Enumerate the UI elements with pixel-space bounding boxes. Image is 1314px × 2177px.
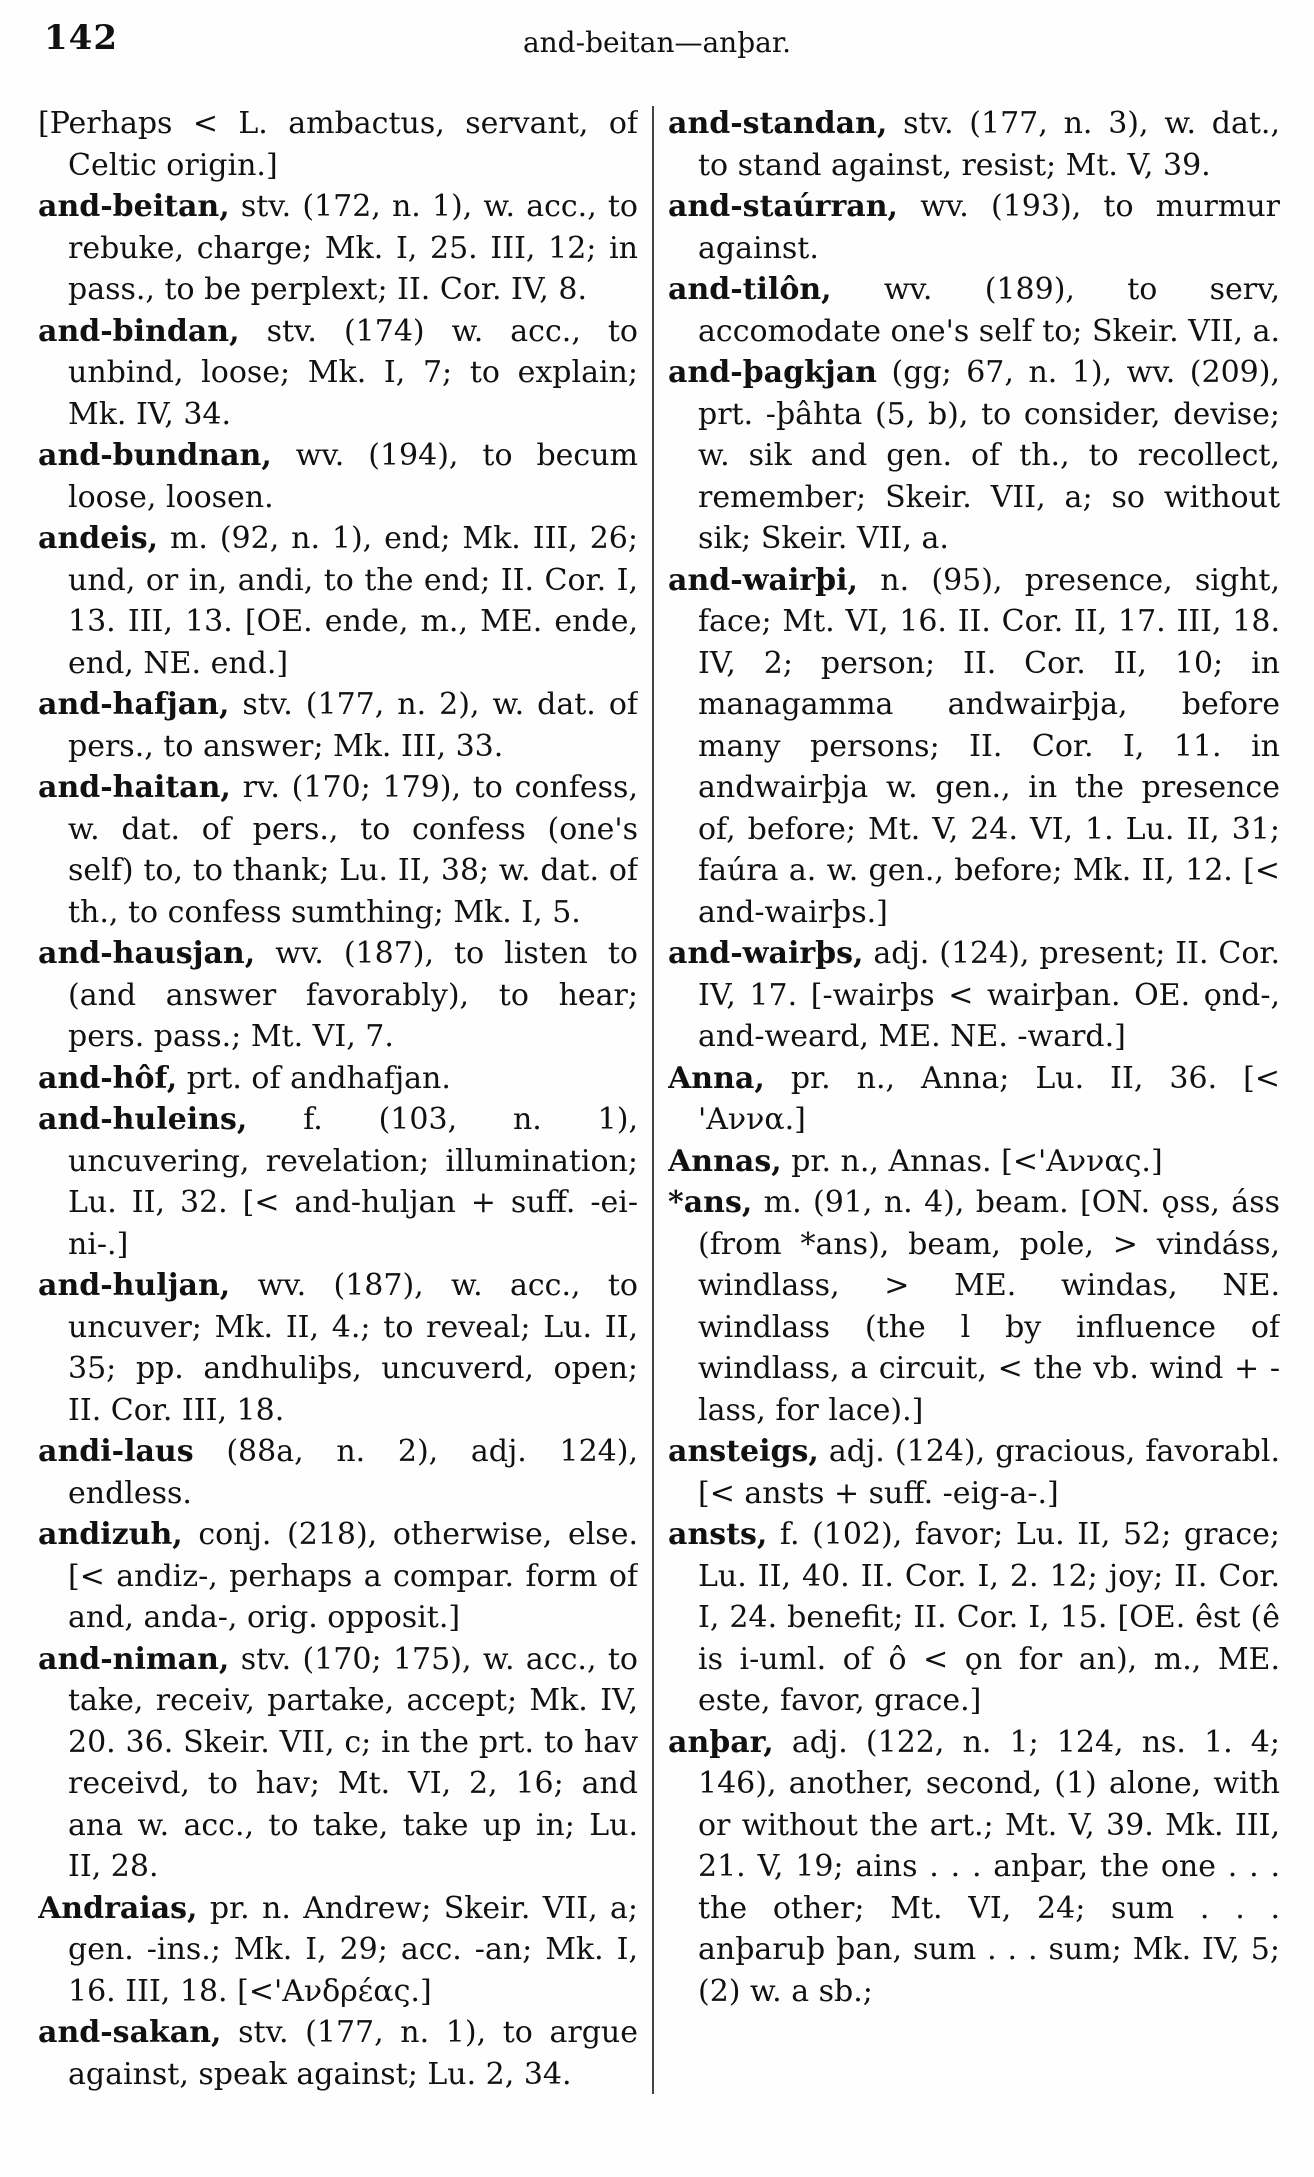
entry-headword: ansts, <box>668 1517 768 1552</box>
dictionary-entry <box>38 186 638 311</box>
entry-headword: and-bundnan, <box>38 438 272 473</box>
dictionary-entry <box>668 352 1280 560</box>
entry-headword: and-huljan, <box>38 1268 231 1303</box>
dictionary-entry <box>38 1514 638 1639</box>
entry-headword: anþar, <box>668 1724 774 1760</box>
dictionary-entry <box>38 933 638 1058</box>
entry-headword: and-wairþs, <box>668 936 864 971</box>
entry-text: stv. (174) w. acc., to unbind, loose; Mk. I, 7; to explain; Mk. IV, 34. <box>68 313 638 432</box>
entry-text: (gg; 67, n. 1), wv. (209), prt. -þâhta (5, b), to consider, devise; w. sik and gen. of th., to recollect, remember; Skeir. VII, a; so without sik; Skeir. VII, a. <box>698 355 1280 556</box>
dictionary-entry <box>668 560 1280 934</box>
dictionary-entry <box>668 186 1280 269</box>
dictionary-entry <box>668 1141 1280 1183</box>
entry-text: f. (102), favor; Lu. II, 52; grace; Lu. II, 40. II. Cor. I, 2. 12; joy; II. Cor. I, 24. benefit; II. Cor. I, 15. [OE. êst (ê is i-uml. of ô < ǫn for an), m., ME. este, favor, grace.] <box>698 1517 1280 1718</box>
dictionary-entry <box>38 1099 638 1265</box>
dictionary-entry <box>38 684 638 767</box>
entry-text: wv. (194), to becum loose, loosen. <box>68 438 638 515</box>
running-head: and-beitan—anþar. <box>522 26 792 59</box>
entry-text: [Perhaps < L. ambactus, servant, of Celtic origin.] <box>38 106 638 183</box>
dictionary-entry <box>38 1058 638 1100</box>
entry-headword: and-huleins, <box>38 1102 248 1137</box>
entry-text: wv. (187), to listen to (and answer favorably), to hear; pers. pass.; Mt. VI, 7. <box>68 936 638 1054</box>
entry-headword: and-hausjan, <box>38 936 256 971</box>
entry-headword: and-beitan, <box>38 189 230 224</box>
entry-text: wv. (193), to murmur against. <box>698 189 1280 266</box>
entry-headword: Annas, <box>668 1143 782 1179</box>
entry-text: pr. n., Anna; Lu. II, 36. [< 'Αννα.] <box>698 1060 1280 1137</box>
entry-headword: and-bindan, <box>38 313 240 349</box>
entry-headword: and-hafjan, <box>38 687 230 722</box>
entry-headword: andi-laus <box>38 1434 194 1469</box>
dictionary-entry <box>38 1888 638 2013</box>
dictionary-entry <box>668 1514 1280 1722</box>
entry-text: adj. (122, n. 1; 124, ns. 1. 4; 146), another, second, (1) alone, with or without the art.; Mt. V, 39. Mk. III, 21. V, 19; ains . . . anþar, the one . . . the other; Mt. VI, 24; sum . . . anþaruþ þan, sum . . . sum; Mk. IV, 5; (2) w. a sb.; <box>698 1724 1280 2009</box>
dictionary-entry <box>38 435 638 518</box>
entry-text: wv. (187), w. acc., to uncuver; Mk. II, 4.; to reveal; Lu. II, 35; pp. andhuliþs, uncuverd, open; II. Cor. III, 18. <box>68 1268 638 1428</box>
entry-text: prt. of andhafjan. <box>186 1060 451 1096</box>
dictionary-entry <box>38 1431 638 1514</box>
entry-headword: Anna, <box>668 1060 765 1096</box>
entry-headword: and-sakan, <box>38 2015 222 2050</box>
dictionary-entry <box>38 1639 638 1888</box>
dictionary-entry <box>38 1265 638 1431</box>
entry-headword: and-standan, <box>668 106 888 141</box>
entry-text: f. (103, n. 1), uncuvering, revelation; illumination; Lu. II, 32. [< and-huljan + suff. -ei-ni-.] <box>68 1102 638 1262</box>
entry-text: stv. (172, n. 1), w. acc., to rebuke, charge; Mk. I, 25. III, 12; in pass., to be perplext; II. Cor. IV, 8. <box>68 189 638 307</box>
entry-text: adj. (124), present; II. Cor. IV, 17. [-wairþs < wairþan. OE. ǫnd-, and-weard, ME. NE. -ward.] <box>698 936 1280 1054</box>
dictionary-entry <box>668 1431 1280 1514</box>
entry-text: conj. (218), otherwise, else. [< andiz-, perhaps a compar. form of and, anda-, orig. opposit.] <box>68 1517 638 1635</box>
dictionary-entry <box>38 103 638 186</box>
entry-text: rv. (170; 179), to confess, w. dat. of pers., to confess (one's self) to, to thank; Lu. II, 38; w. dat. of th., to confess sumthing; Mk. I, 5. <box>68 770 638 930</box>
entry-headword: and-tilôn, <box>668 272 832 307</box>
entry-headword: *ans, <box>668 1185 753 1220</box>
entry-headword: and-niman, <box>38 1641 230 1677</box>
entry-text: stv. (177, n. 3), w. dat., to stand against, resist; Mt. V, 39. <box>698 106 1280 183</box>
dictionary-entry <box>668 103 1280 186</box>
entry-text: adj. (124), gracious, favorabl. [< ansts + suff. -eig-a-.] <box>698 1434 1280 1511</box>
entry-text: m. (92, n. 1), end; Mk. III, 26; und, or in, andi, to the end; II. Cor. I, 13. III, 13. [OE. ende, m., ME. ende, end, NE. end.] <box>68 521 638 681</box>
dictionary-entry <box>38 518 638 684</box>
dictionary-entry <box>668 933 1280 1058</box>
dictionary-entry <box>668 1722 1280 2013</box>
entry-text: pr. n., Annas. [<'Αννας.] <box>791 1143 1163 1179</box>
dictionary-entry <box>668 1182 1280 1431</box>
entry-headword: and-staúrran, <box>668 189 898 224</box>
entry-headword: and-haitan, <box>38 770 231 805</box>
left-column <box>38 103 638 2163</box>
entry-text: stv. (170; 175), w. acc., to take, receiv, partake, accept; Mk. IV, 20. 36. Skeir. VII, c; in the prt. to hav receivd, to hav; Mt. VI, 2, 16; and ana w. acc., to take, take up in; Lu. II, 28. <box>68 1641 638 1884</box>
page-number: 142 <box>44 18 118 58</box>
dictionary-entry <box>668 1058 1280 1141</box>
entry-headword: and-hôf, <box>38 1060 178 1096</box>
entry-text: wv. (189), to serv, accomodate one's self to; Skeir. VII, a. <box>698 272 1280 349</box>
column-divider <box>652 106 654 2094</box>
dictionary-entry <box>38 2012 638 2095</box>
entry-headword: Andraias, <box>38 1890 198 1926</box>
entry-headword: and-þagkjan <box>668 355 877 390</box>
entry-text: stv. (177, n. 1), to argue against, speak against; Lu. 2, 34. <box>68 2015 638 2092</box>
entry-text: n. (95), presence, sight, face; Mt. VI, 16. II. Cor. II, 17. III, 18. IV, 2; person; II. Cor. II, 10; in managamma andwairþja, before many persons; II. Cor. I, 11. in andwairþja w. gen., in the presence of, before; Mt. V, 24. VI, 1. Lu. II, 31; faúra a. w. gen., before; Mk. II, 12. [< and-wairþs.] <box>698 562 1280 930</box>
entry-headword: andeis, <box>38 521 159 556</box>
right-column <box>668 103 1280 2163</box>
dictionary-entry <box>38 311 638 436</box>
entry-text: pr. n. Andrew; Skeir. VII, a; gen. -ins.; Mk. I, 29; acc. -an; Mk. I, 16. III, 18. [<'Ανδρέας.] <box>68 1890 638 2009</box>
entry-headword: andizuh, <box>38 1517 183 1552</box>
entry-headword: ansteigs, <box>668 1434 819 1469</box>
entry-text: stv. (177, n. 2), w. dat. of pers., to answer; Mk. III, 33. <box>68 687 638 764</box>
entry-text: (88a, n. 2), adj. 124), endless. <box>68 1434 638 1511</box>
dictionary-entry <box>38 767 638 933</box>
entry-text: m. (91, n. 4), beam. [ON. ǫss, áss (from *ans), beam, pole, > vindáss, windlass, > ME. windas, NE. windlass (the l by influence of windlass, a circuit, < the vb. wind + -lass, for lace).] <box>698 1185 1280 1428</box>
entry-headword: and-wairþi, <box>668 562 858 598</box>
dictionary-entry <box>668 269 1280 352</box>
